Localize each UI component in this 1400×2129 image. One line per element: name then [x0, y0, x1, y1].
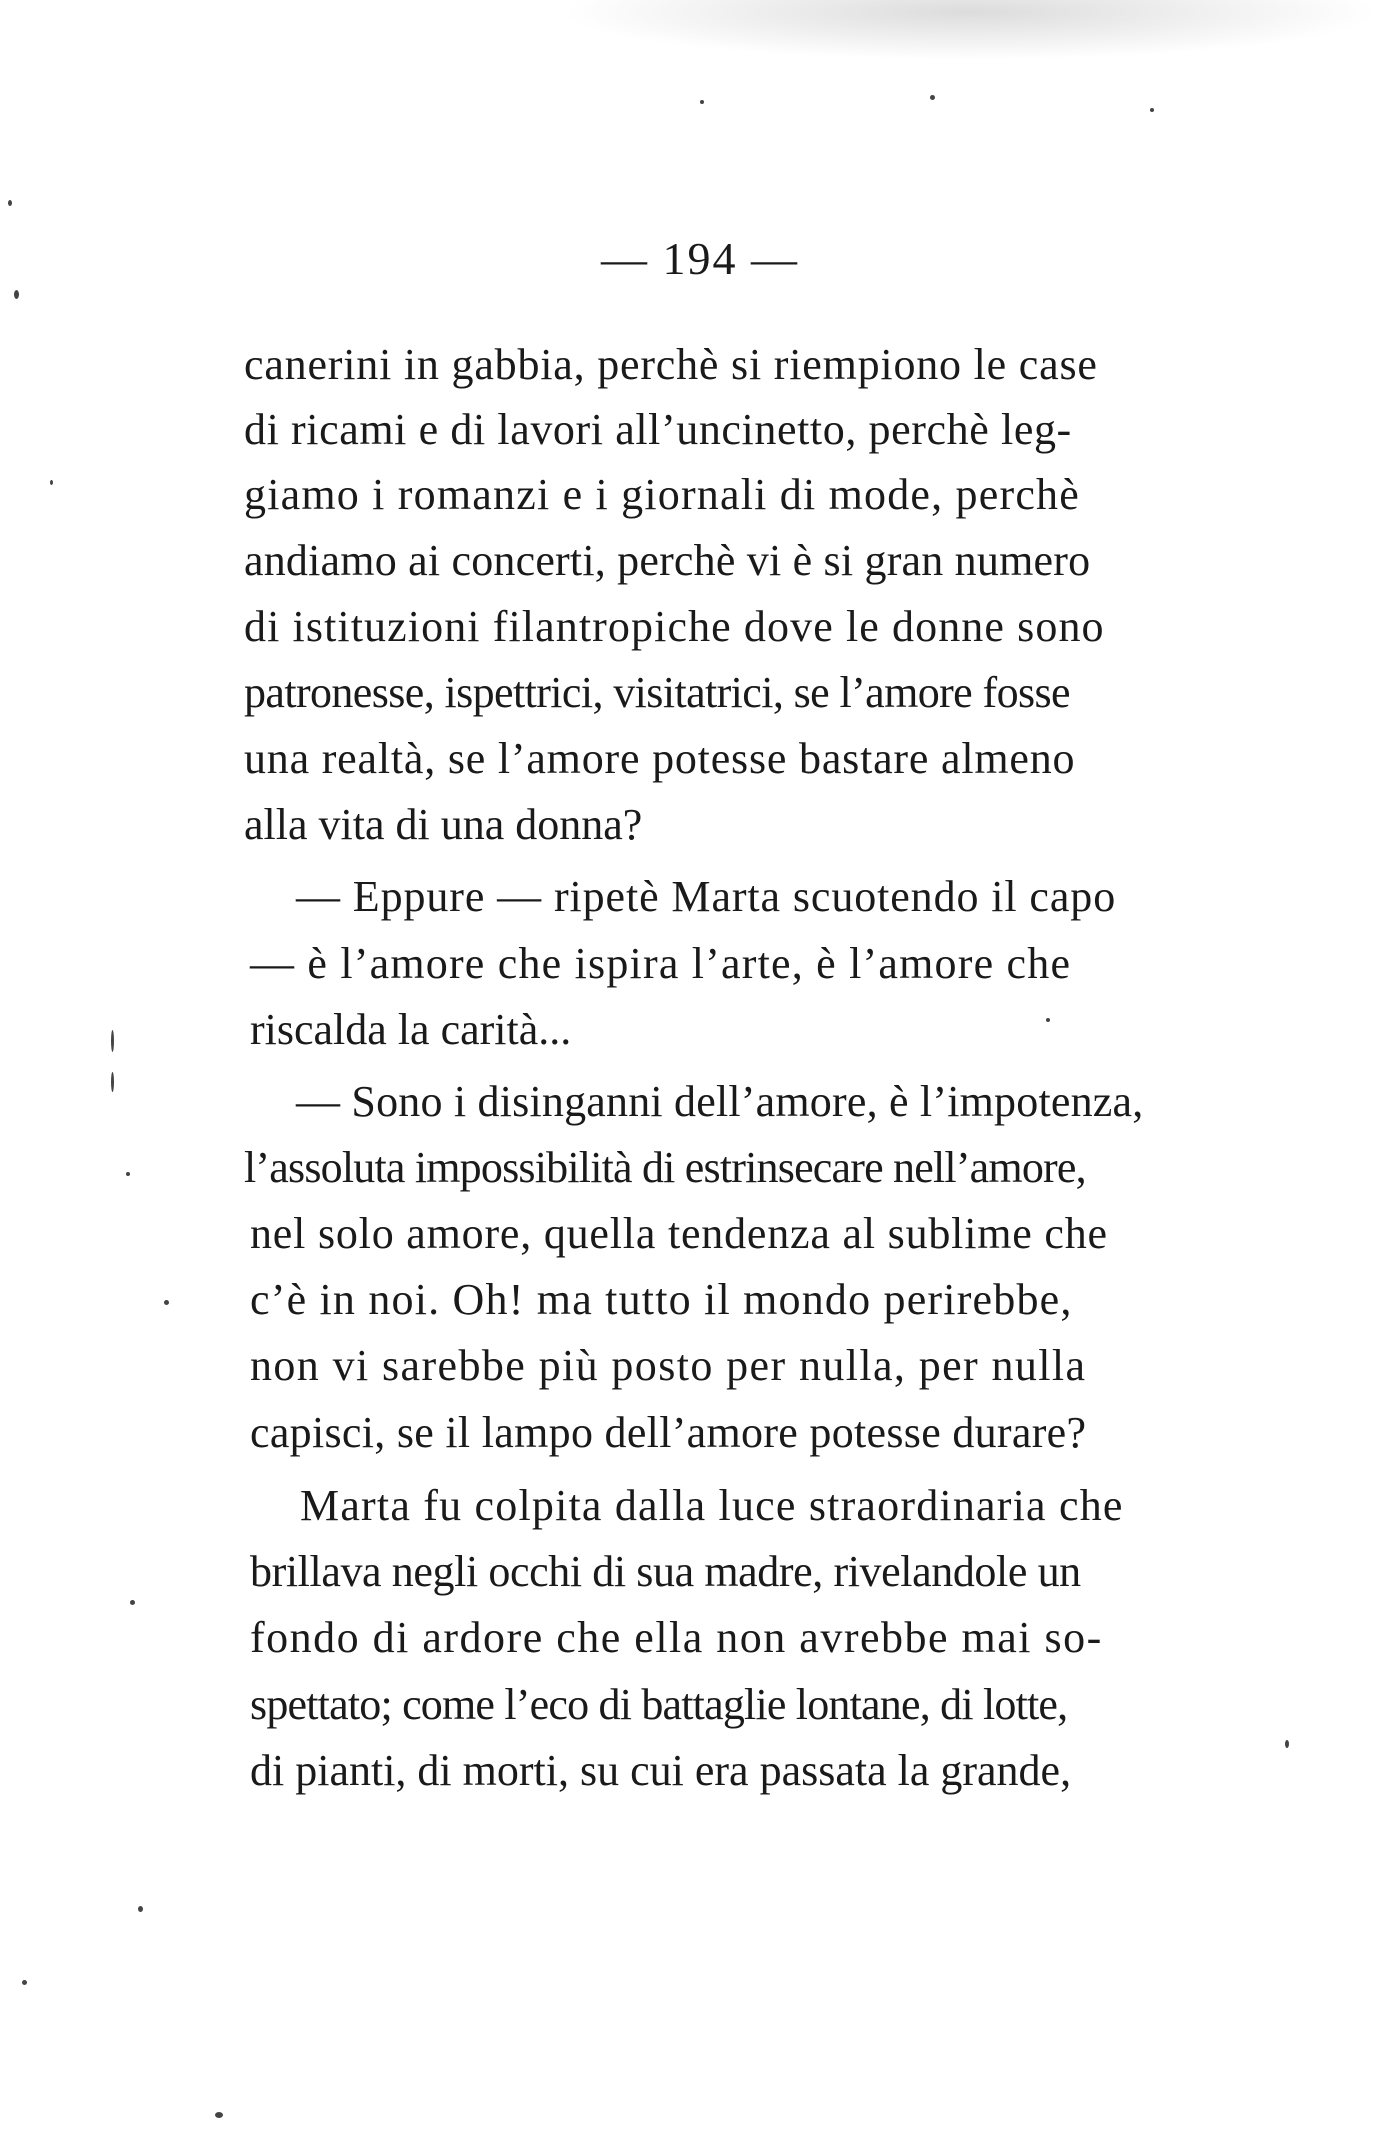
scan-speck	[164, 1300, 169, 1305]
text-line: giamo i romanzi e i giornali di mode, perchè	[244, 470, 1080, 519]
scan-speck	[111, 1072, 114, 1092]
text-line: canerini in gabbia, perchè si riempiono le case	[244, 340, 1098, 389]
scan-smudge	[560, 0, 1380, 60]
text-line: non vi sarebbe più posto per nulla, per nulla	[250, 1341, 1087, 1390]
scan-speck	[215, 2112, 223, 2118]
scan-speck	[8, 200, 12, 206]
text-line: di ricami e di lavori all’uncinetto, perchè leg-	[244, 405, 1072, 454]
text-line: nel solo amore, quella tendenza al sublime che	[250, 1209, 1108, 1258]
scan-speck	[22, 1980, 27, 1985]
text-line: riscalda la carità...	[250, 1005, 572, 1054]
text-line: c’è in noi. Oh! ma tutto il mondo perirebbe,	[250, 1275, 1073, 1324]
scan-speck	[930, 95, 935, 100]
text-line: — è l’amore che ispira l’arte, è l’amore che	[250, 939, 1072, 988]
text-line: patronesse, ispettrici, visitatrici, se l’amore fosse	[244, 668, 1070, 717]
text-line: — Sono i disinganni dell’amore, è l’impotenza,	[296, 1077, 1144, 1126]
page-number: — 194 —	[601, 233, 799, 284]
text-line: alla vita di una donna?	[244, 800, 643, 849]
text-line: brillava negli occhi di sua madre, rivelandole un	[250, 1547, 1081, 1596]
text-line: l’assoluta impossibilità di estrinsecare nell’amore,	[244, 1143, 1086, 1192]
text-line: fondo di ardore che ella non avrebbe mai so-	[250, 1613, 1103, 1662]
text-line: spettato; come l’eco di battaglie lontane, di lotte,	[250, 1680, 1068, 1729]
scan-speck	[138, 1906, 143, 1912]
text-line: andiamo ai concerti, perchè vi è si gran numero	[244, 536, 1091, 585]
text-line: di istituzioni filantropiche dove le donne sono	[244, 602, 1105, 651]
text-line: capisci, se il lampo dell’amore potesse durare?	[250, 1408, 1087, 1457]
scan-speck	[50, 480, 53, 485]
scan-speck	[1285, 1740, 1289, 1748]
scan-speck	[126, 1172, 130, 1176]
text-line: di pianti, di morti, su cui era passata la grande,	[250, 1746, 1072, 1795]
scan-speck	[1150, 108, 1154, 112]
text-line: — Eppure — ripetè Marta scuotendo il capo	[296, 872, 1117, 921]
scan-speck	[130, 1600, 135, 1605]
scan-speck	[1046, 1018, 1050, 1022]
scan-speck	[14, 290, 19, 299]
text-line: Marta fu colpita dalla luce straordinaria che	[300, 1481, 1124, 1530]
scan-speck	[111, 1030, 114, 1052]
text-line: una realtà, se l’amore potesse bastare almeno	[244, 734, 1076, 783]
scan-speck	[700, 100, 704, 104]
